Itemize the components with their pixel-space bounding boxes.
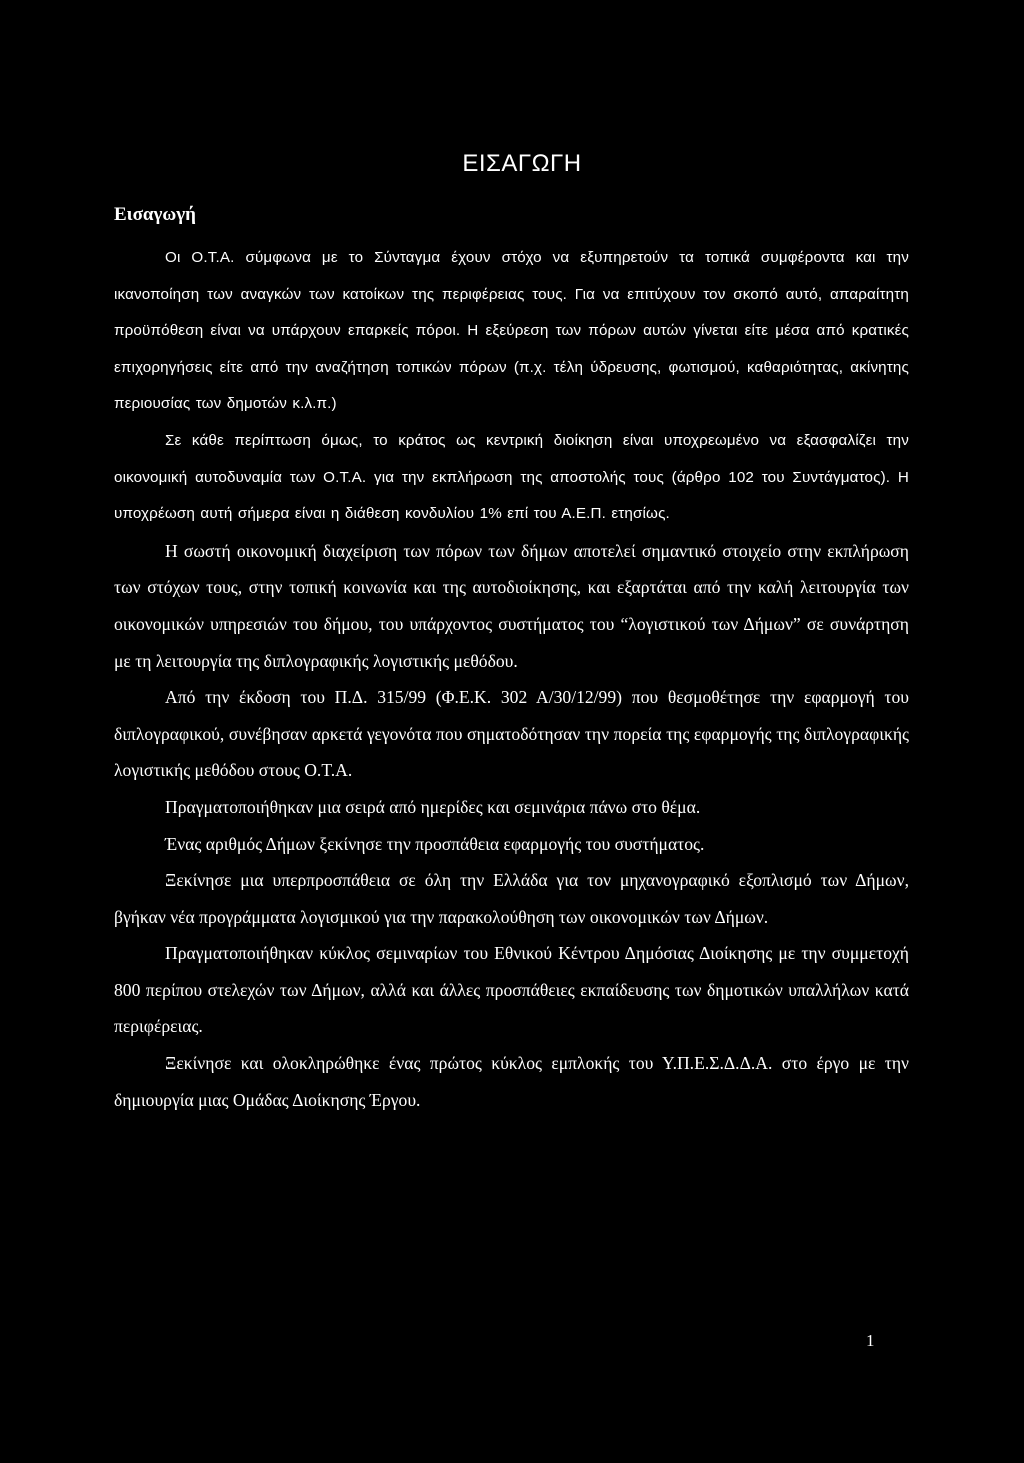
paragraph-8: Πραγματοποιήθηκαν κύκλος σεμιναρίων του Εθνικού Κέντρου Δημόσιας Διοίκησης με την συμμετοχή 800 περίπου στελεχών των Δήμων, αλλά και άλλες προσπάθειες εκπαίδευσης των δημοτικών υπαλλήλων κατά περιφέρειας. [114,943,909,1037]
section-heading: Εισαγωγή [114,204,196,225]
paragraph-3: Η σωστή οικονομική διαχείριση των πόρων των δήμων αποτελεί σημαντικό στοιχείο στην εκπλήρωση των στόχων τους, στην τοπική κοινωνία και της αυτοδιοίκησης, και εξαρτάται από την καλή λειτουργία των οικονομικών υπηρεσιών του δήμου, του υπάρχοντος συστήματος του “λογιστικού των Δήμων” σε συνάρτηση με τη λειτουργία της διπλογραφικής λογιστικής μεθόδου. [114,540,909,671]
document-body [114,240,909,1118]
paragraph-5: Πραγματοποιήθηκαν μια σειρά από ημερίδες και σεμινάρια πάνω στο θέμα. [165,796,701,817]
paragraph-4: Από την έκδοση του Π.Δ. 315/99 (Φ.Ε.Κ. 302 Α/30/12/99) που θεσμοθέτησε την εφαρμογή του διπλογραφικού, συνέβησαν αρκετά γεγονότα που σηματοδότησαν την πορεία της εφαρμογής της διπλογραφικής λογιστικής μεθόδου στους Ο.Τ.Α. [114,687,909,781]
paragraph-1: Οι Ο.Τ.Α. σύμφωνα με το Σύνταγμα έχουν στόχο να εξυπηρετούν τα τοπικά συμφέροντα και την ικανοποίηση των αναγκών των κατοίκων της περιφέρειας τους. Για να επιτύχουν τον σκοπό αυτό, απαραίτητη προϋπόθεση είναι να υπάρχουν επαρκείς πόροι. Η εξεύρεση των πόρων αυτών γίνεται είτε μέσα από κρατικές επιχορηγήσεις είτε από την αναζήτηση τοπικών πόρων (π.χ. τέλη ύδρευσης, φωτισμού, καθαριότητας, ακίνητης περιουσίας των δημοτών κ.λ.π.) [114,249,909,413]
paragraph-7: Ξεκίνησε μια υπερπροσπάθεια σε όλη την Ελλάδα για τον μηχανογραφικό εξοπλισμό των Δήμων, βγήκαν νέα προγράμματα λογισμικού για την παρακολούθηση των οικονομικών των Δήμων. [114,870,909,927]
paragraph-2: Σε κάθε περίπτωση όμως, το κράτος ως κεντρική διοίκηση είναι υποχρεωμένο να εξασφαλίζει την οικονομική αυτοδυναμία των Ο.Τ.Α. για την εκπλήρωση της αποστολής τους (άρθρο 102 του Συντάγματος). Η υποχρέωση αυτή σήμερα είναι η διάθεση κονδυλίου 1% επί του Α.Ε.Π. ετησίως. [114,431,909,523]
paragraph-6: Ένας αριθμός Δήμων ξεκίνησε την προσπάθεια εφαρμογής του συστήματος. [165,833,705,854]
page-number: 1 [866,1331,875,1350]
paragraph-9: Ξεκίνησε και ολοκληρώθηκε ένας πρώτος κύκλος εμπλοκής του Υ.Π.Ε.Σ.Δ.Δ.Α. στο έργο με την δημιουργία μιας Ομάδας Διοίκησης Έργου. [114,1053,909,1110]
chapter-title: ΕΙΣΑΓΩΓΗ [462,150,582,177]
